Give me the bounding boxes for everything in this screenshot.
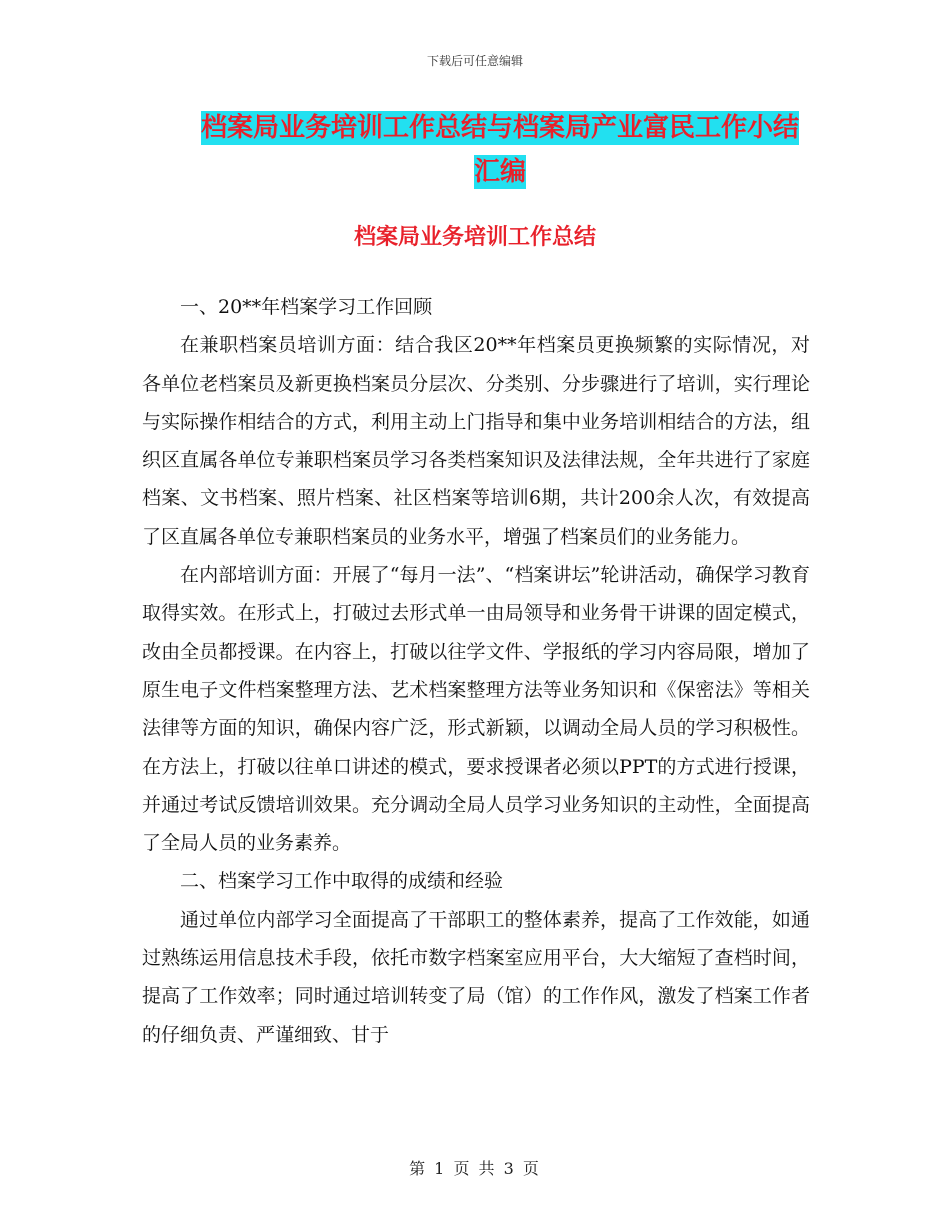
section-title: 档案局业务培训工作总结 [353,224,596,250]
paragraph-internal-training: 在内部培训方面：开展了“每月一法”、“档案讲坛”轮讲活动，确保学习教育取得实效。在形式上，打破过去形式单一由局领导和业务骨干讲课的固定模式，改由全员都授课。在内容上，打破以往学文件、学报纸的学习内容局限，增加了原生电子文件档案整理方法、艺术档案整理方法等业务知识和《保密法》等相关法律等方面的知识，确保内容广泛，形式新颖，以调动全局人员的学习积极性。在方法上，打破以往单口讲述的模式，要求授课者必须以PPT的方式进行授课，并通过考试反馈培训效果。充分调动全局人员学习业务知识的主动性，全面提高了全局人员的业务素养。 [142,564,810,855]
document-title [150,106,850,194]
heading-achievements: 二、档案学习工作中取得的成绩和经验 [180,870,504,893]
paragraph-achievements: 通过单位内部学习全面提高了干部职工的整体素养，提高了工作效能，如通过熟练运用信息技术手段，依托市数字档案室应用平台，大大缩短了查档时间，提高了工作效率；同时通过培训转变了局（馆）的工作作风，激发了档案工作者的仔细负责、严谨细致、甘于 [142,908,810,1046]
heading-review: 一、20**年档案学习工作回顾 [180,296,433,318]
page-footer: 第 1 页 共 3 页 [409,1159,541,1178]
document-title-line-2: 汇编 [473,157,526,187]
document-title-line-1: 档案局业务培训工作总结与档案局产业富民工作小结 [200,113,799,143]
header-note: 下载后可任意编辑 [426,54,523,68]
paragraph-parttime-training: 在兼职档案员培训方面：结合我区20**年档案员更换频繁的实际情况，对各单位老档案员及新更换档案员分层次、分类别、分步骤进行了培训，实行理论与实际操作相结合的方式，利用主动上门指导和集中业务培训相结合的方法，组织区直属各单位专兼职档案员学习各类档案知识及法律法规，全年共进行了家庭档案、文书档案、照片档案、社区档案等培训6期，共计200余人次，有效提高了区直属各单位专兼职档案员的业务水平，增强了档案员们的业务能力。 [142,334,810,548]
document-body [142,288,810,1054]
